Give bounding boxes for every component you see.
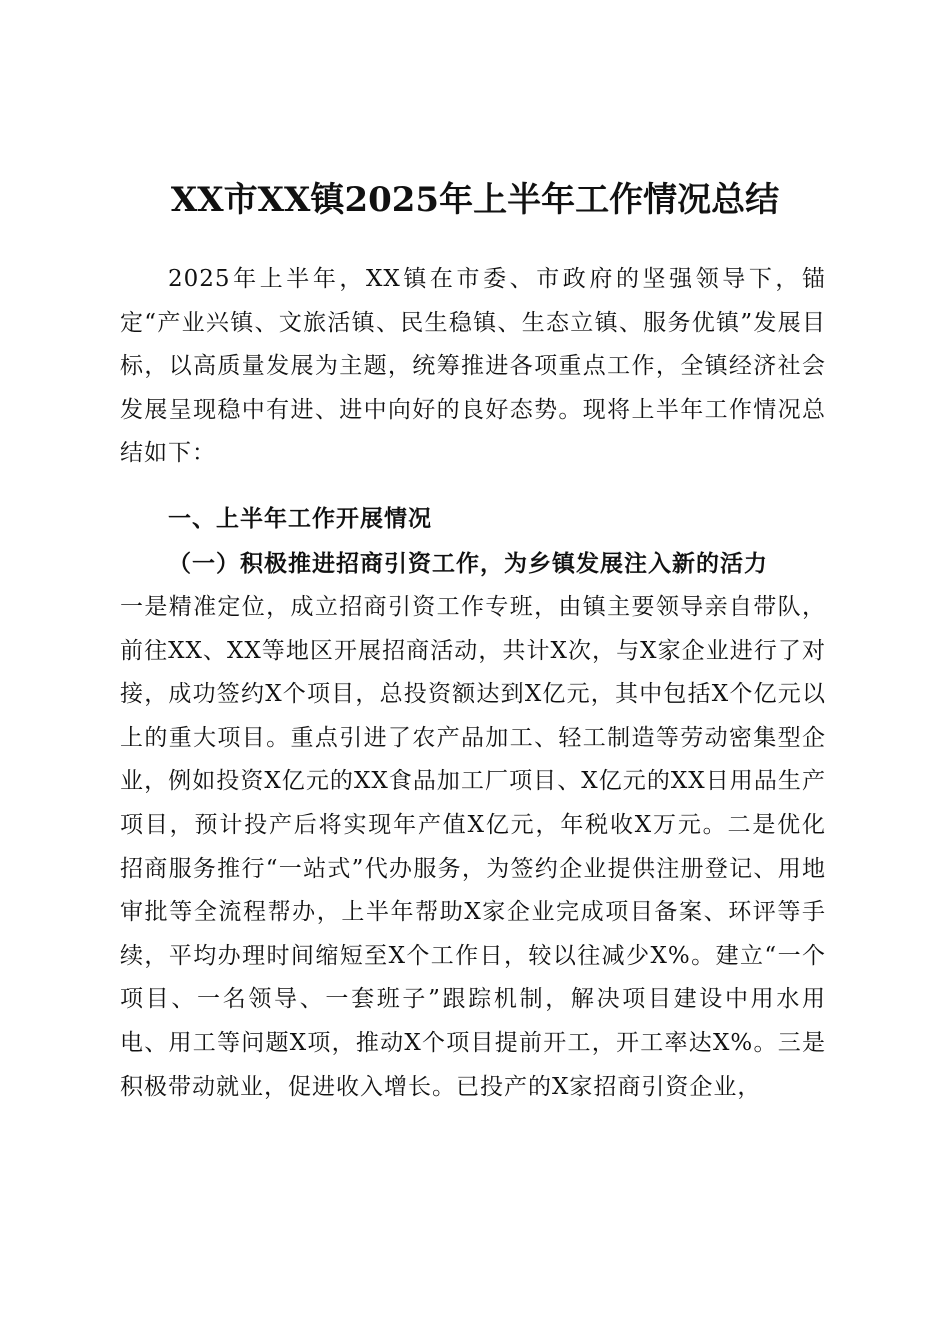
body-paragraph: 一是精准定位，成立招商引资工作专班，由镇主要领导亲自带队，前往XX、XX等地区开展招商活动，共计X次，与X家企业进行了对接，成功签约X个项目，总投资额达到X亿元，其中包括X个亿元以上的重大项目。重点引进了农产品加工、轻工制造等劳动密集型企业，例如投资X亿元的XX食品加工厂项目、X亿元的XX日用品生产项目，预计投产后将实现年产值X亿元，年税收X万元。二是优化招商服务推行“一站式”代办服务，为签约企业提供注册登记、用地审批等全流程帮办，上半年帮助X家企业完成项目备案、环评等手续，平均办理时间缩短至X个工作日，较以往减少X%。建立“一个项目、一名领导、一套班子”跟踪机制，解决项目建设中用水用电、用工等问题X项，推动X个项目提前开工，开工率达X%。三是积极带动就业，促进收入增长。已投产的X家招商引资企业， (120, 594, 826, 1100)
intro-paragraph: 2025年上半年，XX镇在市委、市政府的坚强领导下，锚定“产业兴镇、文旅活镇、民生稳镇、生态立镇、服务优镇”发展目标，以高质量发展为主题，统筹推进各项重点工作，全镇经济社会发展呈现稳中有进、进中向好的良好态势。现将上半年工作情况总结如下： (120, 266, 826, 467)
subsection-heading: （一）积极推进招商引资工作，为乡镇发展注入新的活力 (168, 550, 768, 577)
section-heading: 一、上半年工作开展情况 (168, 506, 432, 532)
document-title: XX市XX镇2025年上半年工作情况总结 (170, 180, 780, 220)
